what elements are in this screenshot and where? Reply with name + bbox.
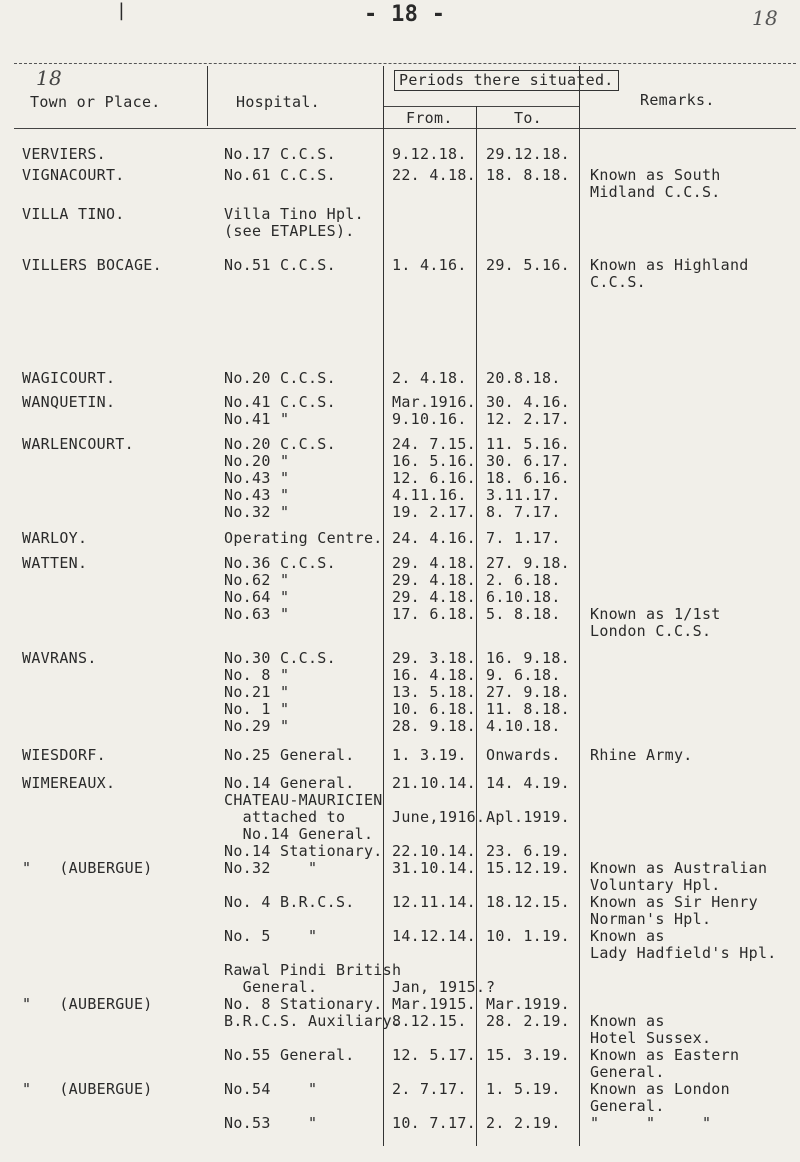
cell-from: 12. 6.16. — [392, 469, 476, 487]
cell-remarks: General. — [590, 1097, 665, 1115]
cell-from: 2. 7.17. — [392, 1080, 467, 1098]
cell-hospital: No.17 C.C.S. — [224, 145, 336, 163]
cell-hospital: No.20 " — [224, 452, 290, 470]
cell-hospital: Villa Tino Hpl. — [224, 205, 364, 223]
cell-to: 30. 6.17. — [486, 452, 570, 470]
cell-to: 5. 8.18. — [486, 605, 561, 623]
cell-from: 1. 4.16. — [392, 256, 467, 274]
cell-hospital: No.61 C.C.S. — [224, 166, 336, 184]
cell-to: 12. 2.17. — [486, 410, 570, 428]
cell-from: 22.10.14. — [392, 842, 476, 860]
cell-remarks: C.C.S. — [590, 273, 646, 291]
cell-hospital: General. — [224, 978, 318, 996]
cell-hospital: No. 4 B.R.C.S. — [224, 893, 355, 911]
cell-remarks: London C.C.S. — [590, 622, 712, 640]
cell-to: 30. 4.16. — [486, 393, 570, 411]
cell-hospital: No.32 " — [224, 503, 290, 521]
cell-to: 18. 8.18. — [486, 166, 570, 184]
cell-to: 9. 6.18. — [486, 666, 561, 684]
cell-to: 2. 2.19. — [486, 1114, 561, 1132]
cell-remarks: Norman's Hpl. — [590, 910, 712, 928]
cell-to: 7. 1.17. — [486, 529, 561, 547]
cell-hospital: No.32 " — [224, 859, 318, 877]
cell-place: " (AUBERGUE) — [22, 1080, 153, 1098]
cell-to: 15.12.19. — [486, 859, 570, 877]
cell-to: 11. 8.18. — [486, 700, 570, 718]
cell-hospital: No.30 C.C.S. — [224, 649, 336, 667]
cell-remarks: Known as Eastern — [590, 1046, 740, 1064]
cell-hospital: No.51 C.C.S. — [224, 256, 336, 274]
cell-hospital: No.20 C.C.S. — [224, 369, 336, 387]
cell-place: WANQUETIN. — [22, 393, 116, 411]
cell-remarks: Voluntary Hpl. — [590, 876, 721, 894]
cell-to: ? — [486, 978, 496, 996]
header-bottom-rule — [14, 128, 796, 129]
cell-place: " (AUBERGUE) — [22, 995, 153, 1013]
cell-place: WAGICOURT. — [22, 369, 116, 387]
cell-from: 8.12.15. — [392, 1012, 467, 1030]
cell-hospital: Operating Centre. — [224, 529, 383, 547]
periods-divider-rule — [383, 106, 579, 107]
cell-place: WARLENCOURT. — [22, 435, 134, 453]
cell-hospital: No. 5 " — [224, 927, 318, 945]
page-number: - 18 - — [364, 2, 446, 27]
cell-hospital: No.14 Stationary. — [224, 842, 383, 860]
cell-place: WIMEREAUX. — [22, 774, 116, 792]
cell-from: 14.12.14. — [392, 927, 476, 945]
cell-place: WAVRANS. — [22, 649, 97, 667]
cell-to: 15. 3.19. — [486, 1046, 570, 1064]
cell-hospital: No.14 General. — [224, 774, 355, 792]
tick-mark: | — [116, 0, 128, 21]
cell-remarks: Rhine Army. — [590, 746, 693, 764]
cell-hospital: No.63 " — [224, 605, 290, 623]
cell-hospital: No.41 " — [224, 410, 290, 428]
cell-hospital: (see ETAPLES). — [224, 222, 355, 240]
column-divider-4 — [579, 66, 580, 1146]
cell-from: 24. 4.16. — [392, 529, 476, 547]
cell-to: 4.10.18. — [486, 717, 561, 735]
cell-hospital: No.43 " — [224, 469, 290, 487]
cell-from: 24. 7.15. — [392, 435, 476, 453]
cell-hospital: No.55 General. — [224, 1046, 355, 1064]
cell-from: 12. 5.17. — [392, 1046, 476, 1064]
cell-place: VILLA TINO. — [22, 205, 125, 223]
cell-from: 10. 7.17. — [392, 1114, 476, 1132]
cell-from: 10. 6.18. — [392, 700, 476, 718]
header-periods: Periods there situated. — [394, 70, 619, 91]
cell-from: 16. 4.18. — [392, 666, 476, 684]
cell-from: 4.11.16. — [392, 486, 467, 504]
cell-to: 27. 9.18. — [486, 683, 570, 701]
cell-place: " (AUBERGUE) — [22, 859, 153, 877]
header-hospital: Hospital. — [236, 93, 320, 111]
cell-to: 28. 2.19. — [486, 1012, 570, 1030]
cell-hospital: No.53 " — [224, 1114, 318, 1132]
cell-remarks: General. — [590, 1063, 665, 1081]
cell-from: 19. 2.17. — [392, 503, 476, 521]
cell-remarks: Known as 1/1st — [590, 605, 721, 623]
cell-remarks: Known as Australian — [590, 859, 768, 877]
cell-from: 12.11.14. — [392, 893, 476, 911]
cell-from: 29. 4.18. — [392, 588, 476, 606]
cell-remarks: " " " — [590, 1114, 712, 1132]
cell-from: 29. 4.18. — [392, 571, 476, 589]
corner-mark: 18 — [36, 66, 63, 90]
cell-to: Onwards. — [486, 746, 561, 764]
cell-hospital: No.36 C.C.S. — [224, 554, 336, 572]
cell-from: 9.12.18. — [392, 145, 467, 163]
cell-to: 29.12.18. — [486, 145, 570, 163]
cell-place: WATTEN. — [22, 554, 88, 572]
cell-hospital: No.62 " — [224, 571, 290, 589]
cell-hospital: No.43 " — [224, 486, 290, 504]
cell-from: 29. 3.18. — [392, 649, 476, 667]
cell-from: 9.10.16. — [392, 410, 467, 428]
cell-place: WARLOY. — [22, 529, 88, 547]
cell-from: 31.10.14. — [392, 859, 476, 877]
cell-hospital: No.29 " — [224, 717, 290, 735]
cell-remarks: Known as Sir Henry — [590, 893, 758, 911]
cell-to: 8. 7.17. — [486, 503, 561, 521]
cell-remarks: Known as London — [590, 1080, 730, 1098]
cell-remarks: Known as — [590, 1012, 665, 1030]
cell-to: 18.12.15. — [486, 893, 570, 911]
cell-from: 22. 4.18. — [392, 166, 476, 184]
cell-to: 6.10.18. — [486, 588, 561, 606]
column-divider-1 — [207, 66, 208, 126]
cell-hospital: No.20 C.C.S. — [224, 435, 336, 453]
cell-to: 20.8.18. — [486, 369, 561, 387]
cell-to: 27. 9.18. — [486, 554, 570, 572]
header-from: From. — [406, 109, 453, 127]
margin-note: 18 — [752, 6, 779, 30]
cell-hospital: No.25 General. — [224, 746, 355, 764]
cell-hospital: No. 1 " — [224, 700, 290, 718]
cell-to: 14. 4.19. — [486, 774, 570, 792]
cell-place: VERVIERS. — [22, 145, 106, 163]
cell-from: 21.10.14. — [392, 774, 476, 792]
cell-hospital: No.21 " — [224, 683, 290, 701]
header-remarks: Remarks. — [640, 91, 715, 109]
cell-from: 16. 5.16. — [392, 452, 476, 470]
cell-remarks: Midland C.C.S. — [590, 183, 721, 201]
cell-to: Mar.1919. — [486, 995, 570, 1013]
cell-from: Mar.1916. — [392, 393, 476, 411]
cell-hospital: CHATEAU-MAURICIEN — [224, 791, 383, 809]
cell-to: 23. 6.19. — [486, 842, 570, 860]
cell-place: WIESDORF. — [22, 746, 106, 764]
cell-from: Jan, 1915. — [392, 978, 486, 996]
cell-remarks: Known as South — [590, 166, 721, 184]
cell-to: Apl.1919. — [486, 808, 570, 826]
cell-place: VIGNACOURT. — [22, 166, 125, 184]
header-to: To. — [514, 109, 542, 127]
cell-hospital: attached to — [224, 808, 346, 826]
cell-hospital: No. 8 Stationary. — [224, 995, 383, 1013]
cell-remarks: Lady Hadfield's Hpl. — [590, 944, 777, 962]
header-place: Town or Place. — [30, 93, 161, 111]
cell-from: 29. 4.18. — [392, 554, 476, 572]
cell-from: June,1916. — [392, 808, 486, 826]
cell-hospital: No.64 " — [224, 588, 290, 606]
column-divider-2 — [383, 66, 384, 1146]
cell-to: 18. 6.16. — [486, 469, 570, 487]
cell-hospital: No.54 " — [224, 1080, 318, 1098]
cell-to: 3.11.17. — [486, 486, 561, 504]
cell-from: 2. 4.18. — [392, 369, 467, 387]
cell-to: 29. 5.16. — [486, 256, 570, 274]
cell-hospital: No. 8 " — [224, 666, 290, 684]
cell-remarks: Known as Highland — [590, 256, 749, 274]
header-top-rule — [14, 63, 796, 64]
cell-hospital: No.41 C.C.S. — [224, 393, 336, 411]
cell-from: 28. 9.18. — [392, 717, 476, 735]
cell-hospital: No.14 General. — [224, 825, 374, 843]
cell-hospital: Rawal Pindi British — [224, 961, 402, 979]
cell-remarks: Hotel Sussex. — [590, 1029, 712, 1047]
cell-to: 1. 5.19. — [486, 1080, 561, 1098]
cell-to: 16. 9.18. — [486, 649, 570, 667]
cell-to: 10. 1.19. — [486, 927, 570, 945]
cell-hospital: B.R.C.S. Auxiliary. — [224, 1012, 402, 1030]
cell-from: 1. 3.19. — [392, 746, 467, 764]
cell-to: 2. 6.18. — [486, 571, 561, 589]
cell-from: 17. 6.18. — [392, 605, 476, 623]
cell-place: VILLERS BOCAGE. — [22, 256, 162, 274]
cell-to: 11. 5.16. — [486, 435, 570, 453]
cell-remarks: Known as — [590, 927, 665, 945]
cell-from: Mar.1915. — [392, 995, 476, 1013]
cell-from: 13. 5.18. — [392, 683, 476, 701]
